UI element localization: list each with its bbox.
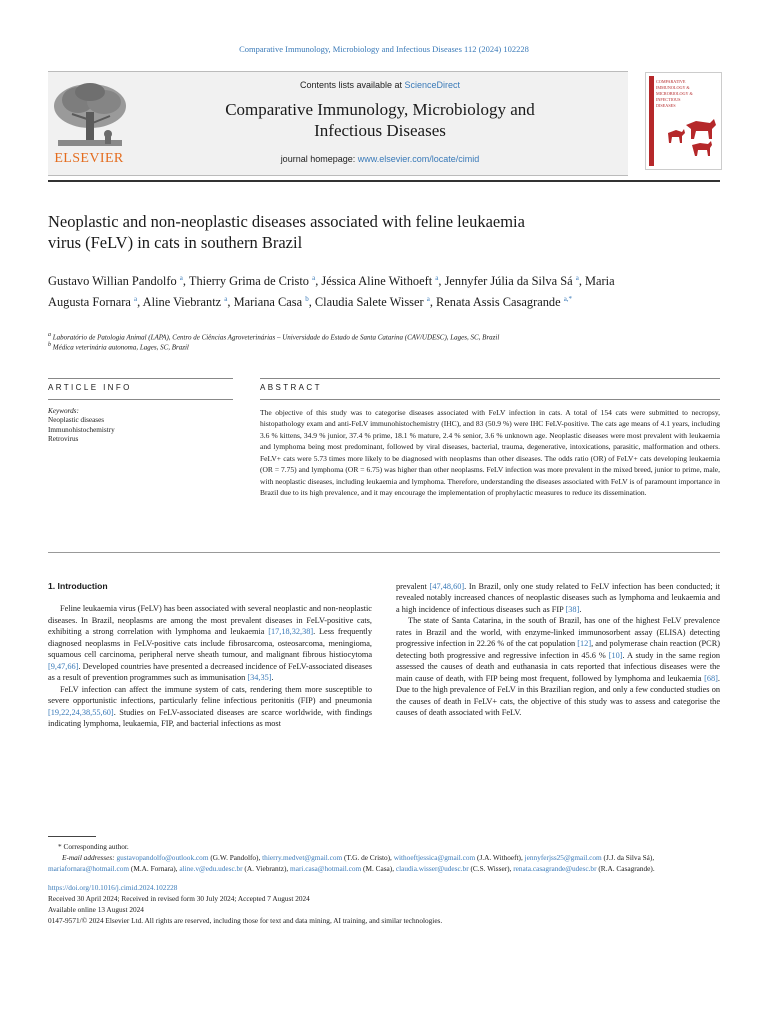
body-left-column bbox=[48, 581, 372, 729]
author-affiliation-marker[interactable]: a bbox=[224, 295, 228, 304]
email-link[interactable]: gustavopandolfo@outlook.com bbox=[116, 853, 209, 863]
abstract-text: The objective of this study was to categorise diseases associated with FeLV infection in cats. A total of 154 cats were submitted to necropsy, histopathology exam and anti-FeLV immunohistochemistry (IHC), and 83 (50.9 %) were IHC FeLV-positive. The cats age means of 4.1 years, including 3.6 % kittens, 34.9 % junior, 37.4 % prime, 18.1 % mature, 2.4 % senior, 3.6 % unknown age. Neoplastic diseases were most prevalent with leukaemia and lymphoma being most predominant, followed by viral diseases, bacterial, trauma, degenerative, intoxications, parasitic, malformation and others. FeLV+ cats were 5.73 times more likely to be diagnosed with neoplasms than other diseases. The odds ratio (OR) of FeLV+ cats developing leukaemia (OR = 7.75) and lymphoma (OR = 6.75) was higher than other neoplasms. FeLV infection was more prevalent in the mixed breed, junior to prime, male, with neoplastic diseases, including leukaemia and lymphoma. Therefore, understanding the diseases associated with FeLV is of paramount importance in Brazil due to its high prevalence, and it may encourage the implementation of prophylactic measures to reduce its dissemination. bbox=[260, 408, 720, 498]
journal-title bbox=[130, 99, 630, 141]
author-affiliation-marker[interactable]: a bbox=[312, 274, 316, 282]
article-info-heading: ARTICLE INFO bbox=[48, 383, 132, 392]
cover-text-1: COMPARATIVE bbox=[656, 79, 686, 84]
author-name[interactable]: Maria Augusta Fornara bbox=[48, 274, 615, 310]
footnote-rule bbox=[48, 836, 96, 837]
citation-link[interactable]: [12] bbox=[577, 639, 592, 649]
sciencedirect-link[interactable]: ScienceDirect bbox=[404, 80, 461, 90]
citation-link[interactable]: [19,22,24,38,55,60] bbox=[48, 707, 114, 717]
author-name[interactable]: Claudia Salete Wisser bbox=[314, 295, 424, 310]
email-link[interactable]: mariafornara@hotmail.com bbox=[48, 864, 130, 874]
abstract-rule-2 bbox=[260, 399, 720, 400]
abstract-end-rule bbox=[48, 552, 720, 553]
author-affiliation-marker[interactable]: a bbox=[179, 274, 183, 282]
journal-homepage bbox=[130, 154, 630, 164]
abstract-heading: ABSTRACT bbox=[260, 383, 322, 392]
email-link[interactable]: claudia.wisser@udesc.br bbox=[395, 864, 469, 874]
masthead-rule bbox=[48, 180, 720, 182]
author-name[interactable]: Renata Assis Casagrande bbox=[436, 295, 561, 310]
email-link[interactable]: renata.casagrande@udesc.br bbox=[513, 864, 597, 874]
keyword-item: Retrovirus bbox=[48, 434, 79, 443]
body-right-column bbox=[396, 581, 720, 718]
citation-link[interactable]: [10] bbox=[608, 650, 623, 660]
cover-text-4: INFECTIOUS bbox=[656, 97, 681, 102]
email-link[interactable]: thierry.medvet@gmail.com bbox=[262, 853, 343, 863]
author-list: Gustavo Willian Pandolfo $^a$, Thierry Grima de Cristo $^a$, Jéssica Aline Withoeft $^a$, Jennyfer Júlia da Silva Sá $^a$, Maria Augusta Fornara $^a$, Aline Viebrantz $^a$, Mariana Casa $^b$, Claudia Salete Wisser $^a$, Renata Assis Casagrande $^{a,*}$ bbox=[48, 274, 615, 310]
received-dates: Received 30 April 2024; Received in revised form 30 July 2024; Accepted 7 August 2024 bbox=[48, 893, 310, 903]
author-affiliation-marker[interactable]: a,* bbox=[563, 295, 573, 304]
email-link[interactable]: mari.casa@hotmail.com bbox=[290, 864, 362, 874]
author-name[interactable]: Mariana Casa bbox=[233, 295, 303, 310]
article-info-rule bbox=[48, 378, 233, 379]
corresponding-author-note: * Corresponding author. bbox=[58, 842, 129, 851]
paragraph: Feline leukaemia virus (FeLV) has been associated with several neoplastic and non-neoplastic diseases. In Brazil, neoplasms are among the most prevalent diseases in FeLV-positive cats, exhibiting a strong correlation with lymphoma and leukaemia [17,18,32,38]. Less frequently diagnosed neoplasms in FeLV-positive cats include fibrosarcoma, osteosarcoma, meningioma, squamous cell carcinoma, peripheral nerve sheath tumour, and malignant fibrous histiocytoma [9,47,66]. Developed countries have presented a decreased incidence of FeLV-associated diseases as a result of prevention programmes such as immunisation [34,35]. bbox=[48, 604, 373, 683]
journal-title-line-2: Infectious Diseases bbox=[314, 121, 446, 140]
citation-link[interactable]: [9,47,66] bbox=[48, 661, 79, 671]
paragraph: FeLV infection can affect the immune system of cats, rendering them more susceptible to severe opportunistic infections, particularly feline infectious peritonitis (FIP) and pneumonia [19,22,24,38,55,60]. Studies on FeLV-associated diseases are scarce worldwide, with findings indicating lymphoma, leukaemia, FIP, and bacterial infections as most bbox=[48, 684, 372, 728]
email-link[interactable]: aline.v@edu.udesc.br bbox=[179, 864, 243, 874]
citation-link[interactable]: [38] bbox=[565, 604, 580, 614]
affiliation-b bbox=[48, 340, 688, 352]
cover-text-2: IMMUNOLOGY & bbox=[656, 85, 690, 90]
email-link[interactable]: withoeftjessica@gmail.com bbox=[393, 853, 476, 863]
contents-prefix: Contents lists available at bbox=[299, 80, 405, 90]
article-title-line-1: Neoplastic and non-neoplastic diseases associated with feline leukaemia bbox=[48, 212, 525, 231]
email-addresses: E-mail addresses: gustavopandolfo@outlook.com (G.W. Pandolfo), thierry.medvet@gmail.com (T.G. de Cristo), withoeftjessica@gmail.com (J.A. Withoeft), jennyferjss25@gmail.com (J.J. da Silva Sá), mariafornara@hotmail.com (M.A. Fornara), aline.v@edu.udesc.br (A. Viebrantz), mari.casa@hotmail.com (M. Casa), claudia.wisser@udesc.br (C.S. Wisser), renata.casagrande@udesc.br (R.A. Casagrande). bbox=[48, 853, 655, 874]
keywords-block bbox=[48, 407, 228, 444]
paragraph: prevalent [47,48,60]. In Brazil, only one study related to FeLV infection has been conducted; it revealed notably increased chances of neoplastic diseases such as lymphoma and leukaemia and a high incidence of infectious diseases such as FIP [38]. bbox=[396, 582, 720, 614]
affiliation-a-marker: a bbox=[48, 332, 51, 338]
journal-cover-thumbnail[interactable] bbox=[645, 72, 722, 170]
author-affiliation-marker[interactable]: a bbox=[575, 274, 579, 282]
keyword-item: Neoplastic diseases bbox=[48, 416, 105, 425]
author-affiliation-marker[interactable]: a bbox=[435, 274, 439, 282]
author-name[interactable]: Thierry Grima de Cristo bbox=[188, 274, 309, 289]
section-heading-introduction: 1. Introduction bbox=[48, 581, 108, 591]
doi-link[interactable]: https://doi.org/10.1016/j.cimid.2024.102228 bbox=[48, 882, 178, 892]
citation-link[interactable]: [68] bbox=[704, 673, 718, 683]
homepage-link[interactable]: www.elsevier.com/locate/cimid bbox=[357, 154, 480, 164]
author-name[interactable]: Gustavo Willian Pandolfo bbox=[48, 274, 177, 289]
copyright-line: 0147-9571/© 2024 Elsevier Ltd. All rights are reserved, including those for text and data mining, AI training, and similar technologies. bbox=[48, 916, 443, 926]
citation-link[interactable]: [34,35] bbox=[247, 673, 272, 683]
author-name[interactable]: Jéssica Aline Withoeft bbox=[321, 274, 433, 289]
keyword-item: Immunohistochemistry bbox=[48, 425, 115, 434]
author-name[interactable]: Aline Viebrantz bbox=[142, 295, 222, 310]
keywords-heading: Keywords: bbox=[48, 407, 79, 415]
abstract-rule bbox=[260, 378, 720, 379]
article-info-rule-2 bbox=[48, 399, 233, 400]
author-name[interactable]: Jennyfer Júlia da Silva Sá bbox=[444, 274, 573, 289]
cover-text-5: DISEASES bbox=[656, 103, 676, 108]
journal-title-line-1: Comparative Immunology, Microbiology and bbox=[225, 100, 535, 119]
available-online: Available online 13 August 2024 bbox=[48, 905, 144, 915]
article-title-line-2: virus (FeLV) in cats in southern Brazil bbox=[48, 233, 303, 252]
citation-link[interactable]: [17,18,32,38] bbox=[268, 627, 314, 637]
cover-text-3: MICROBIOLOGY & bbox=[656, 91, 693, 96]
author-affiliation-marker[interactable]: b bbox=[305, 295, 309, 304]
affiliation-b-marker: b bbox=[48, 342, 51, 348]
running-header[interactable]: Comparative Immunology, Microbiology and Infectious Diseases 112 (2024) 102228 bbox=[239, 44, 529, 54]
paragraph: The state of Santa Catarina, in the south of Brazil, has one of the highest FeLV prevalence rates in Brazil and the world, with enzyme-linked immunosorbent assay (ELISA) detecting progressive infection in 22.26 % of the cat population [12], and polymerase chain reaction (PCR) detecting both progressive and regressive infection in 45.6 % [10]. A study in the same region assessed the causes of death and euthanasia in cats reported that infectious diseases were the main cause of death, with FIP being most frequent, followed by lymphoma and leukaemia [68]. Due to the high prevalence of FeLV in this Brazilian region, and only a few conducted studies on the causes of death in FeLV+ cats, the objective of this study was to assess and categorise the causes of death associated with FeLV. bbox=[396, 616, 720, 717]
email-label: E-mail addresses: bbox=[62, 853, 117, 863]
affiliation-b-text: Médica veterinária autonoma, Lages, SC, Brazil bbox=[52, 343, 189, 352]
affiliation-a-text: Laboratório de Patologia Animal (LAPA), Centro de Ciências Agroveterinárias – Universidade do Estado de Santa Catarina (CAV/UDESC), Lages, SC, Brazil bbox=[52, 333, 500, 342]
citation-link[interactable]: [47,48,60] bbox=[429, 582, 465, 591]
publisher-name: ELSEVIER bbox=[54, 151, 124, 166]
contents-line bbox=[130, 80, 630, 90]
email-link[interactable]: jennyferjss25@gmail.com bbox=[524, 853, 602, 863]
article-title bbox=[48, 211, 648, 253]
author-affiliation-marker[interactable]: a bbox=[426, 295, 430, 304]
author-affiliation-marker[interactable]: a bbox=[134, 295, 138, 304]
footnotes bbox=[48, 841, 720, 926]
homepage-prefix: journal homepage: bbox=[280, 154, 358, 164]
